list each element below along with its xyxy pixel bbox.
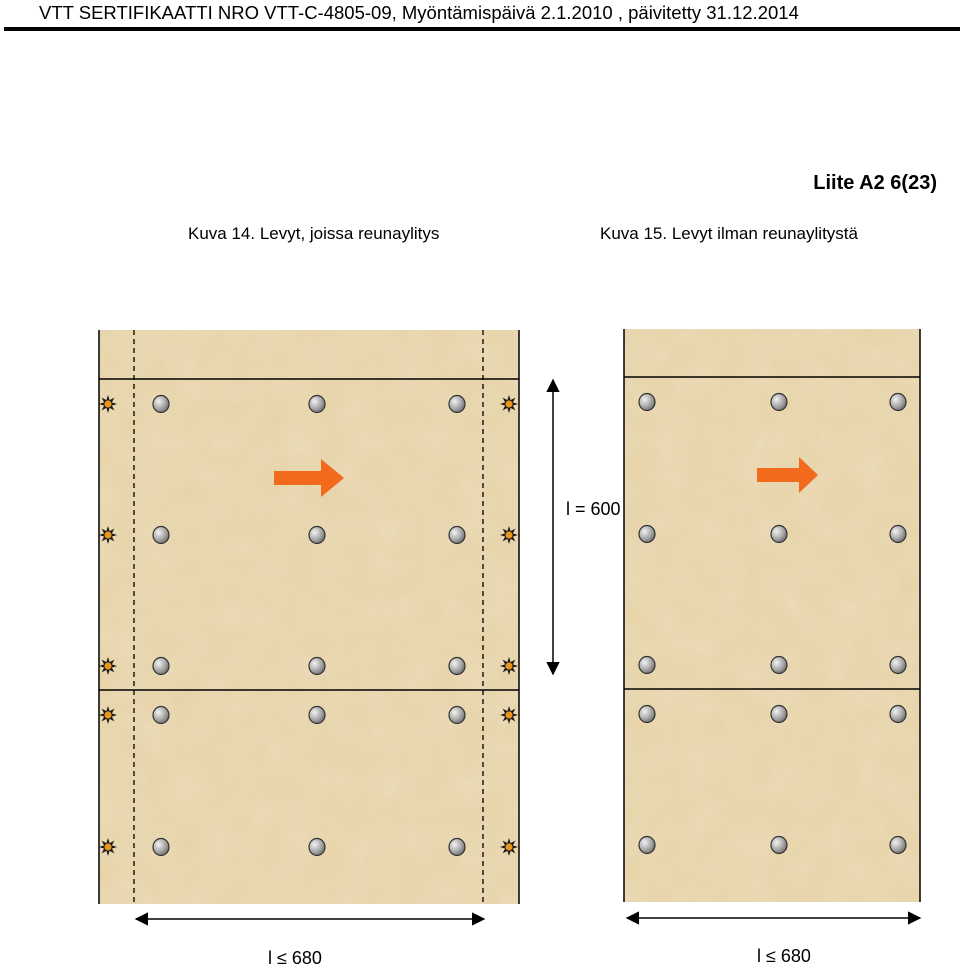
star-fastener-icon <box>99 395 117 413</box>
circle-screw-icon <box>153 527 169 544</box>
star-fastener-icon <box>99 657 117 675</box>
circle-screw-icon <box>153 396 169 413</box>
star-fastener-icon <box>500 706 518 724</box>
circle-screw-icon <box>309 658 325 675</box>
board-right-texture <box>624 329 920 902</box>
star-fastener-icon <box>500 395 518 413</box>
circle-screw-icon <box>639 526 655 543</box>
star-fastener-icon <box>500 657 518 675</box>
circle-screw-icon <box>771 657 787 674</box>
circle-screw-icon <box>153 707 169 724</box>
circle-screw-icon <box>449 527 465 544</box>
star-fastener-icon <box>99 838 117 856</box>
circle-screw-icon <box>639 394 655 411</box>
circle-screw-icon <box>449 396 465 413</box>
figure-14-caption: Kuva 14. Levyt, joissa reunaylitys <box>188 224 440 243</box>
figure-15-panel <box>624 329 920 902</box>
star-fastener-icon <box>99 706 117 724</box>
circle-screw-icon <box>153 839 169 856</box>
star-fastener-icon <box>500 838 518 856</box>
circle-screw-icon <box>153 658 169 675</box>
circle-screw-icon <box>309 839 325 856</box>
star-fastener-icon <box>99 526 117 544</box>
appendix-label: Liite A2 6(23) <box>813 172 937 194</box>
circle-screw-icon <box>771 394 787 411</box>
circle-screw-icon <box>771 837 787 854</box>
page-header-title: VTT SERTIFIKAATTI NRO VTT-C-4805-09, Myöntämispäivä 2.1.2010 , päivitetty 31.12.2014 <box>39 2 799 23</box>
circle-screw-icon <box>890 706 906 723</box>
dimension-vertical-label: l = 600 <box>566 499 621 519</box>
circle-screw-icon <box>309 707 325 724</box>
circle-screw-icon <box>639 657 655 674</box>
dimension-right-label: l ≤ 680 <box>757 946 811 966</box>
circle-screw-icon <box>771 706 787 723</box>
circle-screw-icon <box>890 837 906 854</box>
circle-screw-icon <box>771 526 787 543</box>
star-fastener-icon <box>500 526 518 544</box>
circle-screw-icon <box>890 526 906 543</box>
circle-screw-icon <box>449 658 465 675</box>
circle-screw-icon <box>449 707 465 724</box>
circle-screw-icon <box>309 527 325 544</box>
circle-screw-icon <box>449 839 465 856</box>
figure-15-caption: Kuva 15. Levyt ilman reunaylitystä <box>600 224 858 243</box>
circle-screw-icon <box>890 657 906 674</box>
circle-screw-icon <box>890 394 906 411</box>
board-left-texture <box>99 330 519 904</box>
dimension-left-label: l ≤ 680 <box>268 948 322 968</box>
circle-screw-icon <box>639 837 655 854</box>
circle-screw-icon <box>309 396 325 413</box>
circle-screw-icon <box>639 706 655 723</box>
figure-14-panel <box>99 330 519 904</box>
